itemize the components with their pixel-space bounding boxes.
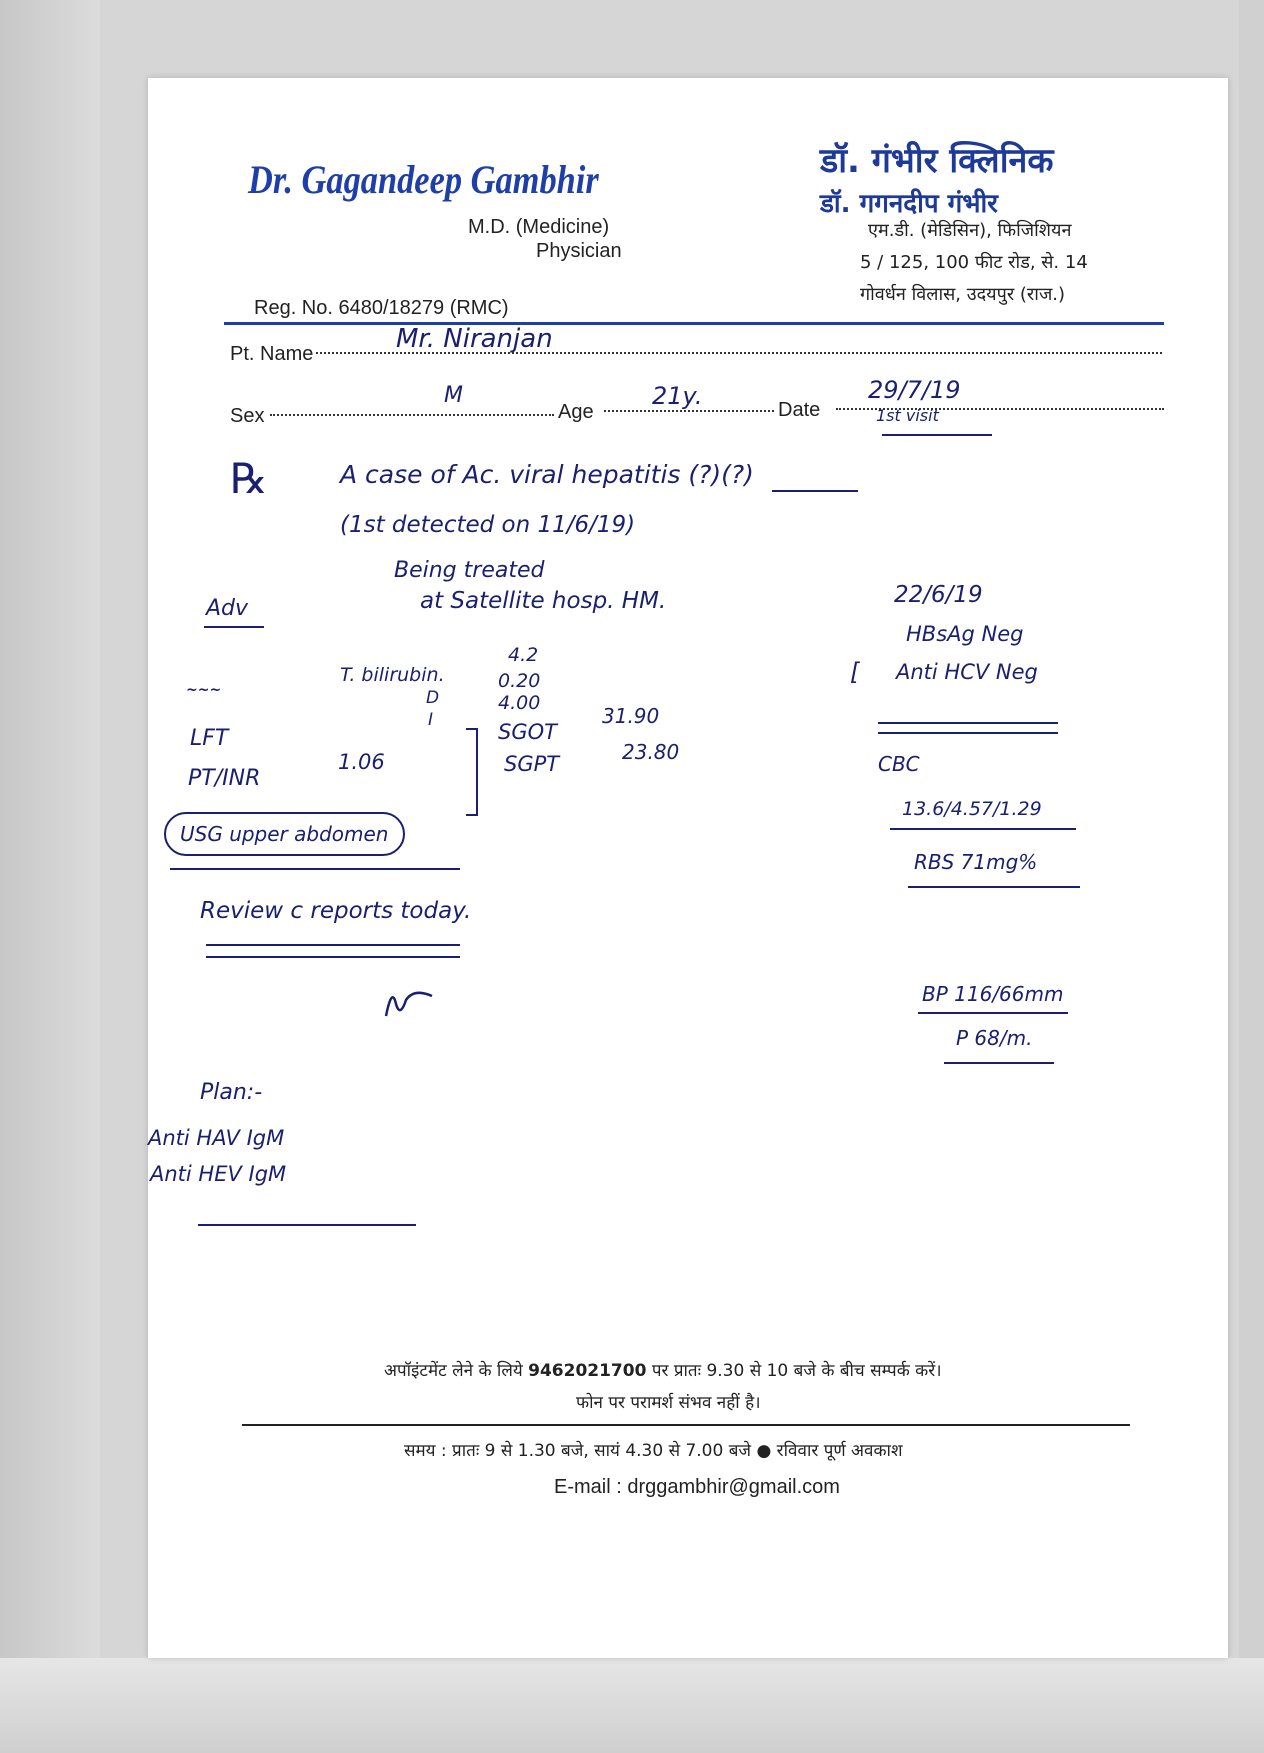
usg-circled: USG upper abdomen (164, 812, 405, 856)
date-label: Date (778, 399, 821, 421)
clinic-timings: समय : प्रातः 9 से 1.30 बजे, सायं 4.30 से 7.00 बजे ● रविवार पूर्ण अवकाश (404, 1441, 903, 1461)
degree-english: M.D. (Medicine) (468, 216, 610, 238)
bilirubin-direct-label: D (426, 688, 440, 708)
clinic-email: E-mail : drggambhir@gmail.com (554, 1476, 840, 1498)
pulse-reading: P 68/m. (956, 1026, 1033, 1050)
diagnosis-text: A case of Ac. viral hepatitis (?)(?) (340, 460, 754, 489)
doctor-name-english: Dr. Gagandeep Gambhir (248, 157, 599, 202)
cbc-label: CBC (878, 752, 920, 776)
address-line-1: 5 / 125, 100 फीट रोड, से. 14 (860, 252, 1088, 273)
detected-text: (1st detected on 11/6/19) (340, 512, 636, 538)
registration-number: Reg. No. 6480/18279 (RMC) (254, 297, 509, 319)
sex-label: Sex (230, 405, 265, 427)
address-line-2: गोवर्धन विलास, उदयपुर (राज.) (860, 284, 1066, 305)
date-value: 29/7/19 (868, 376, 961, 404)
diagnosis-underline (772, 490, 858, 492)
plan-item-1: Anti HAV IgM (148, 1126, 285, 1150)
scan-margin-bottom (0, 1658, 1264, 1753)
side-underline-1 (878, 722, 1058, 724)
advice-underline (204, 626, 264, 628)
bilirubin-total: 4.2 (508, 644, 539, 666)
sgot-value: 31.90 (602, 704, 660, 728)
scan-margin-right (1239, 0, 1264, 1753)
scribble-mark: ~~~ (186, 682, 222, 698)
appointment-pre: अपॉइंटमेंट लेने के लिये (384, 1361, 529, 1381)
usg-underline (170, 868, 460, 870)
scan-margin-left (0, 0, 100, 1753)
appointment-post: पर प्रातः 9.30 से 10 बजे के बीच सम्पर्क करें। (646, 1361, 942, 1381)
anti-hcv-result: Anti HCV Neg (896, 660, 1038, 684)
bilirubin-direct: 0.20 (498, 670, 541, 692)
doctor-name-hindi: डॉ. गगनदीप गंभीर (820, 189, 998, 219)
visit-note: 1st visit (876, 406, 939, 425)
age-value: 21y. (652, 382, 703, 410)
side-underline-2 (878, 732, 1058, 734)
lft-label: LFT (190, 726, 229, 751)
hbsag-result: HBsAg Neg (906, 622, 1024, 646)
footer-rule (242, 1424, 1130, 1426)
sgot-label: SGOT (498, 720, 557, 744)
sex-line (270, 414, 554, 416)
patient-name-value: Mr. Niranjan (396, 324, 553, 354)
title-english: Physician (536, 240, 622, 262)
rbs-underline (908, 886, 1080, 888)
cbc-values: 13.6/4.57/1.29 (902, 798, 1042, 820)
treated-line-2: at Satellite hosp. HM. (420, 588, 667, 614)
pt-inr-label: PT/INR (188, 766, 261, 791)
age-line (604, 410, 774, 412)
plan-underline (198, 1224, 416, 1226)
degree-hindi: एम.डी. (मेडिसिन), फिजिशियन (868, 220, 1072, 241)
side-bracket: [ (850, 658, 860, 686)
sgpt-value: 23.80 (622, 740, 680, 764)
sex-value: M (444, 383, 463, 408)
doctor-signature (380, 982, 440, 1022)
pt-inr-value: 1.06 (338, 750, 385, 774)
bilirubin-label: T. bilirubin. (340, 664, 445, 686)
bp-underline (918, 1012, 1068, 1014)
rx-symbol: ℞ (230, 454, 268, 503)
patient-name-label: Pt. Name (230, 343, 314, 365)
header-rule (224, 322, 1164, 325)
appointment-line (384, 1358, 942, 1381)
bilirubin-indirect: 4.00 (498, 692, 541, 714)
age-label: Age (558, 401, 594, 423)
rbs-result: RBS 71mg% (914, 850, 1038, 874)
bilirubin-indirect-label: I (428, 710, 434, 730)
cbc-underline (890, 828, 1076, 830)
review-underline-2 (206, 956, 460, 958)
review-text: Review c reports today. (200, 898, 472, 924)
advice-label: Adv (206, 596, 249, 621)
plan-label: Plan:- (200, 1080, 263, 1105)
side-date: 22/6/19 (894, 582, 983, 608)
sgpt-label: SGPT (504, 752, 560, 776)
bp-reading: BP 116/66mm (922, 982, 1064, 1006)
pulse-underline (944, 1062, 1054, 1064)
visit-underline (882, 434, 992, 436)
review-underline-1 (206, 944, 460, 946)
plan-item-2: Anti HEV IgM (150, 1162, 287, 1186)
appointment-phone: 9462021700 (528, 1361, 647, 1381)
no-phone-consult: फोन पर परामर्श संभव नहीं है। (576, 1393, 761, 1413)
treated-line-1: Being treated (394, 558, 545, 583)
clinic-name-hindi: डॉ. गंभीर क्लिनिक (820, 141, 1054, 181)
prescription-sheet (148, 78, 1228, 1658)
lft-bracket (466, 728, 478, 816)
